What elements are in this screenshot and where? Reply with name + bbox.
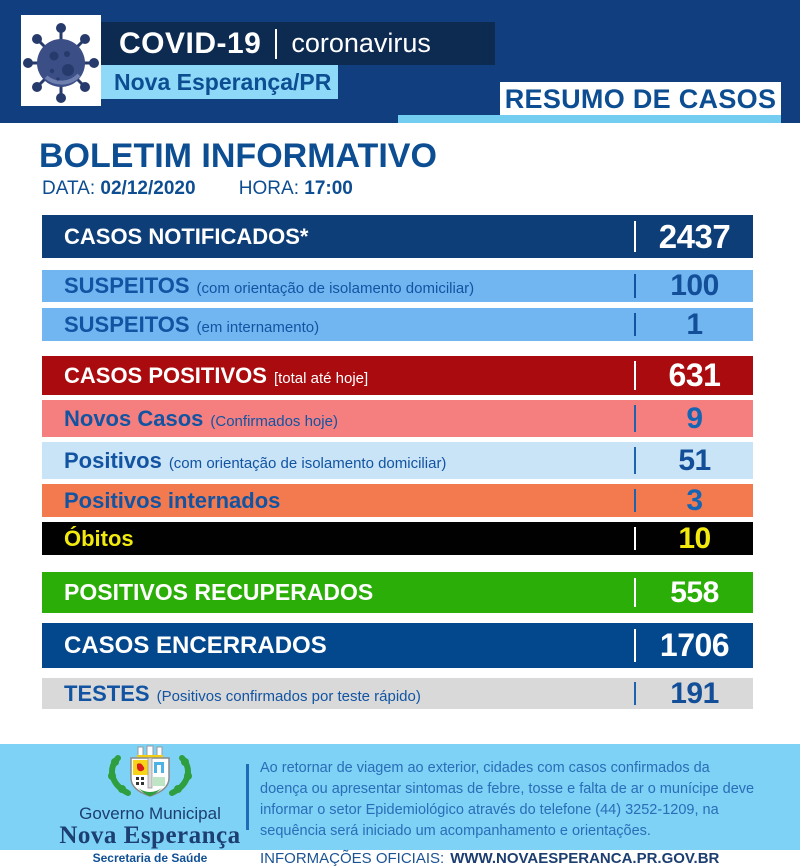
municipal-logo (55, 746, 245, 865)
row-label: SUSPEITOS (com orientação de isolamento domiciliar) (64, 273, 475, 298)
coat-of-arms-icon (100, 746, 200, 803)
row-label: Novos Casos (Confirmados hoje) (64, 405, 338, 431)
official-url: WWW.NOVAESPERANCA.PR.GOV.BR (450, 850, 720, 867)
coronavirus-subtitle: coronavirus (291, 28, 431, 58)
row-value: 100 (670, 269, 719, 302)
summary-label: RESUMO DE CASOS (504, 83, 777, 114)
government-line1: Governo Municipal (79, 804, 221, 823)
row-value: 1706 (659, 627, 730, 663)
stat-row-positivos-recuperados (42, 572, 753, 613)
page-title: BOLETIM INFORMATIVO (39, 137, 437, 175)
virus-logo-box (21, 15, 101, 106)
footer-divider (246, 764, 249, 830)
row-value: 10 (678, 521, 711, 555)
row-value: 631 (668, 357, 721, 393)
row-label: POSITIVOS RECUPERADOS (64, 579, 374, 605)
summary-box (500, 82, 781, 116)
stat-row-casos-encerrados (42, 623, 753, 668)
covid-title-bar (101, 22, 495, 65)
stat-row-positivos-internados (42, 484, 753, 517)
coronavirus-icon (21, 93, 101, 110)
stat-row-positivos-domiciliar (42, 442, 753, 479)
covid-title: COVID-19 (119, 26, 262, 60)
government-name: Nova Esperança (59, 822, 241, 849)
date-label: DATA: (42, 178, 96, 199)
row-value: 558 (670, 575, 719, 609)
row-label: Positivos (com orientação de isolamento domiciliar) (64, 447, 447, 473)
footer-text-block (260, 758, 760, 867)
stat-row-casos-notificados (42, 215, 753, 258)
time-label: HORA: (238, 178, 299, 199)
row-value: 51 (678, 443, 711, 477)
row-value: 3 (686, 483, 703, 517)
secretaria-label: Secretaria de Saúde (92, 851, 208, 865)
row-label: SUSPEITOS (em internamento) (64, 311, 320, 337)
footer-notice: Ao retornar de viagem ao exterior, cidades com casos confirmados da doença ou apresentar sintomas de febre, tosse e falta de ar o munícipe deve informar o setor Epidemiológico através do telefone (44) 3252-1209, na sequência será iniciado um acompanhamento e orientações. (260, 760, 755, 840)
city-banner (101, 65, 338, 99)
stat-row-novos-casos (42, 400, 753, 437)
date-value: 02/12/2020 (100, 178, 196, 199)
time-value: 17:00 (304, 178, 353, 199)
row-value: 191 (670, 676, 719, 710)
stat-row-suspeitos-domiciliar (42, 270, 753, 302)
top-band (0, 0, 800, 123)
row-label: Óbitos (64, 525, 134, 551)
row-label: Positivos internados (64, 487, 281, 513)
footer (0, 744, 800, 867)
city-name: Nova Esperança/PR (114, 68, 332, 95)
summary-underline (398, 115, 781, 123)
stat-row-obitos (42, 522, 753, 555)
row-value: 2437 (658, 217, 731, 255)
row-label: TESTES (Positivos confirmados por teste rápido) (64, 680, 421, 706)
row-label: CASOS ENCERRADOS (64, 631, 327, 659)
stat-row-suspeitos-internamento (42, 308, 753, 341)
row-label: CASOS NOTIFICADOS* (64, 223, 309, 249)
row-value: 9 (686, 401, 703, 435)
stat-row-casos-positivos (42, 356, 753, 395)
stat-row-testes (42, 678, 753, 709)
date-time-line (42, 178, 353, 200)
footer-official-line (260, 850, 760, 867)
row-value: 1 (686, 307, 703, 341)
official-label: INFORMAÇÕES OFICIAIS: (260, 850, 445, 867)
row-label: CASOS POSITIVOS [total até hoje] (64, 362, 369, 388)
title-separator (275, 29, 277, 59)
